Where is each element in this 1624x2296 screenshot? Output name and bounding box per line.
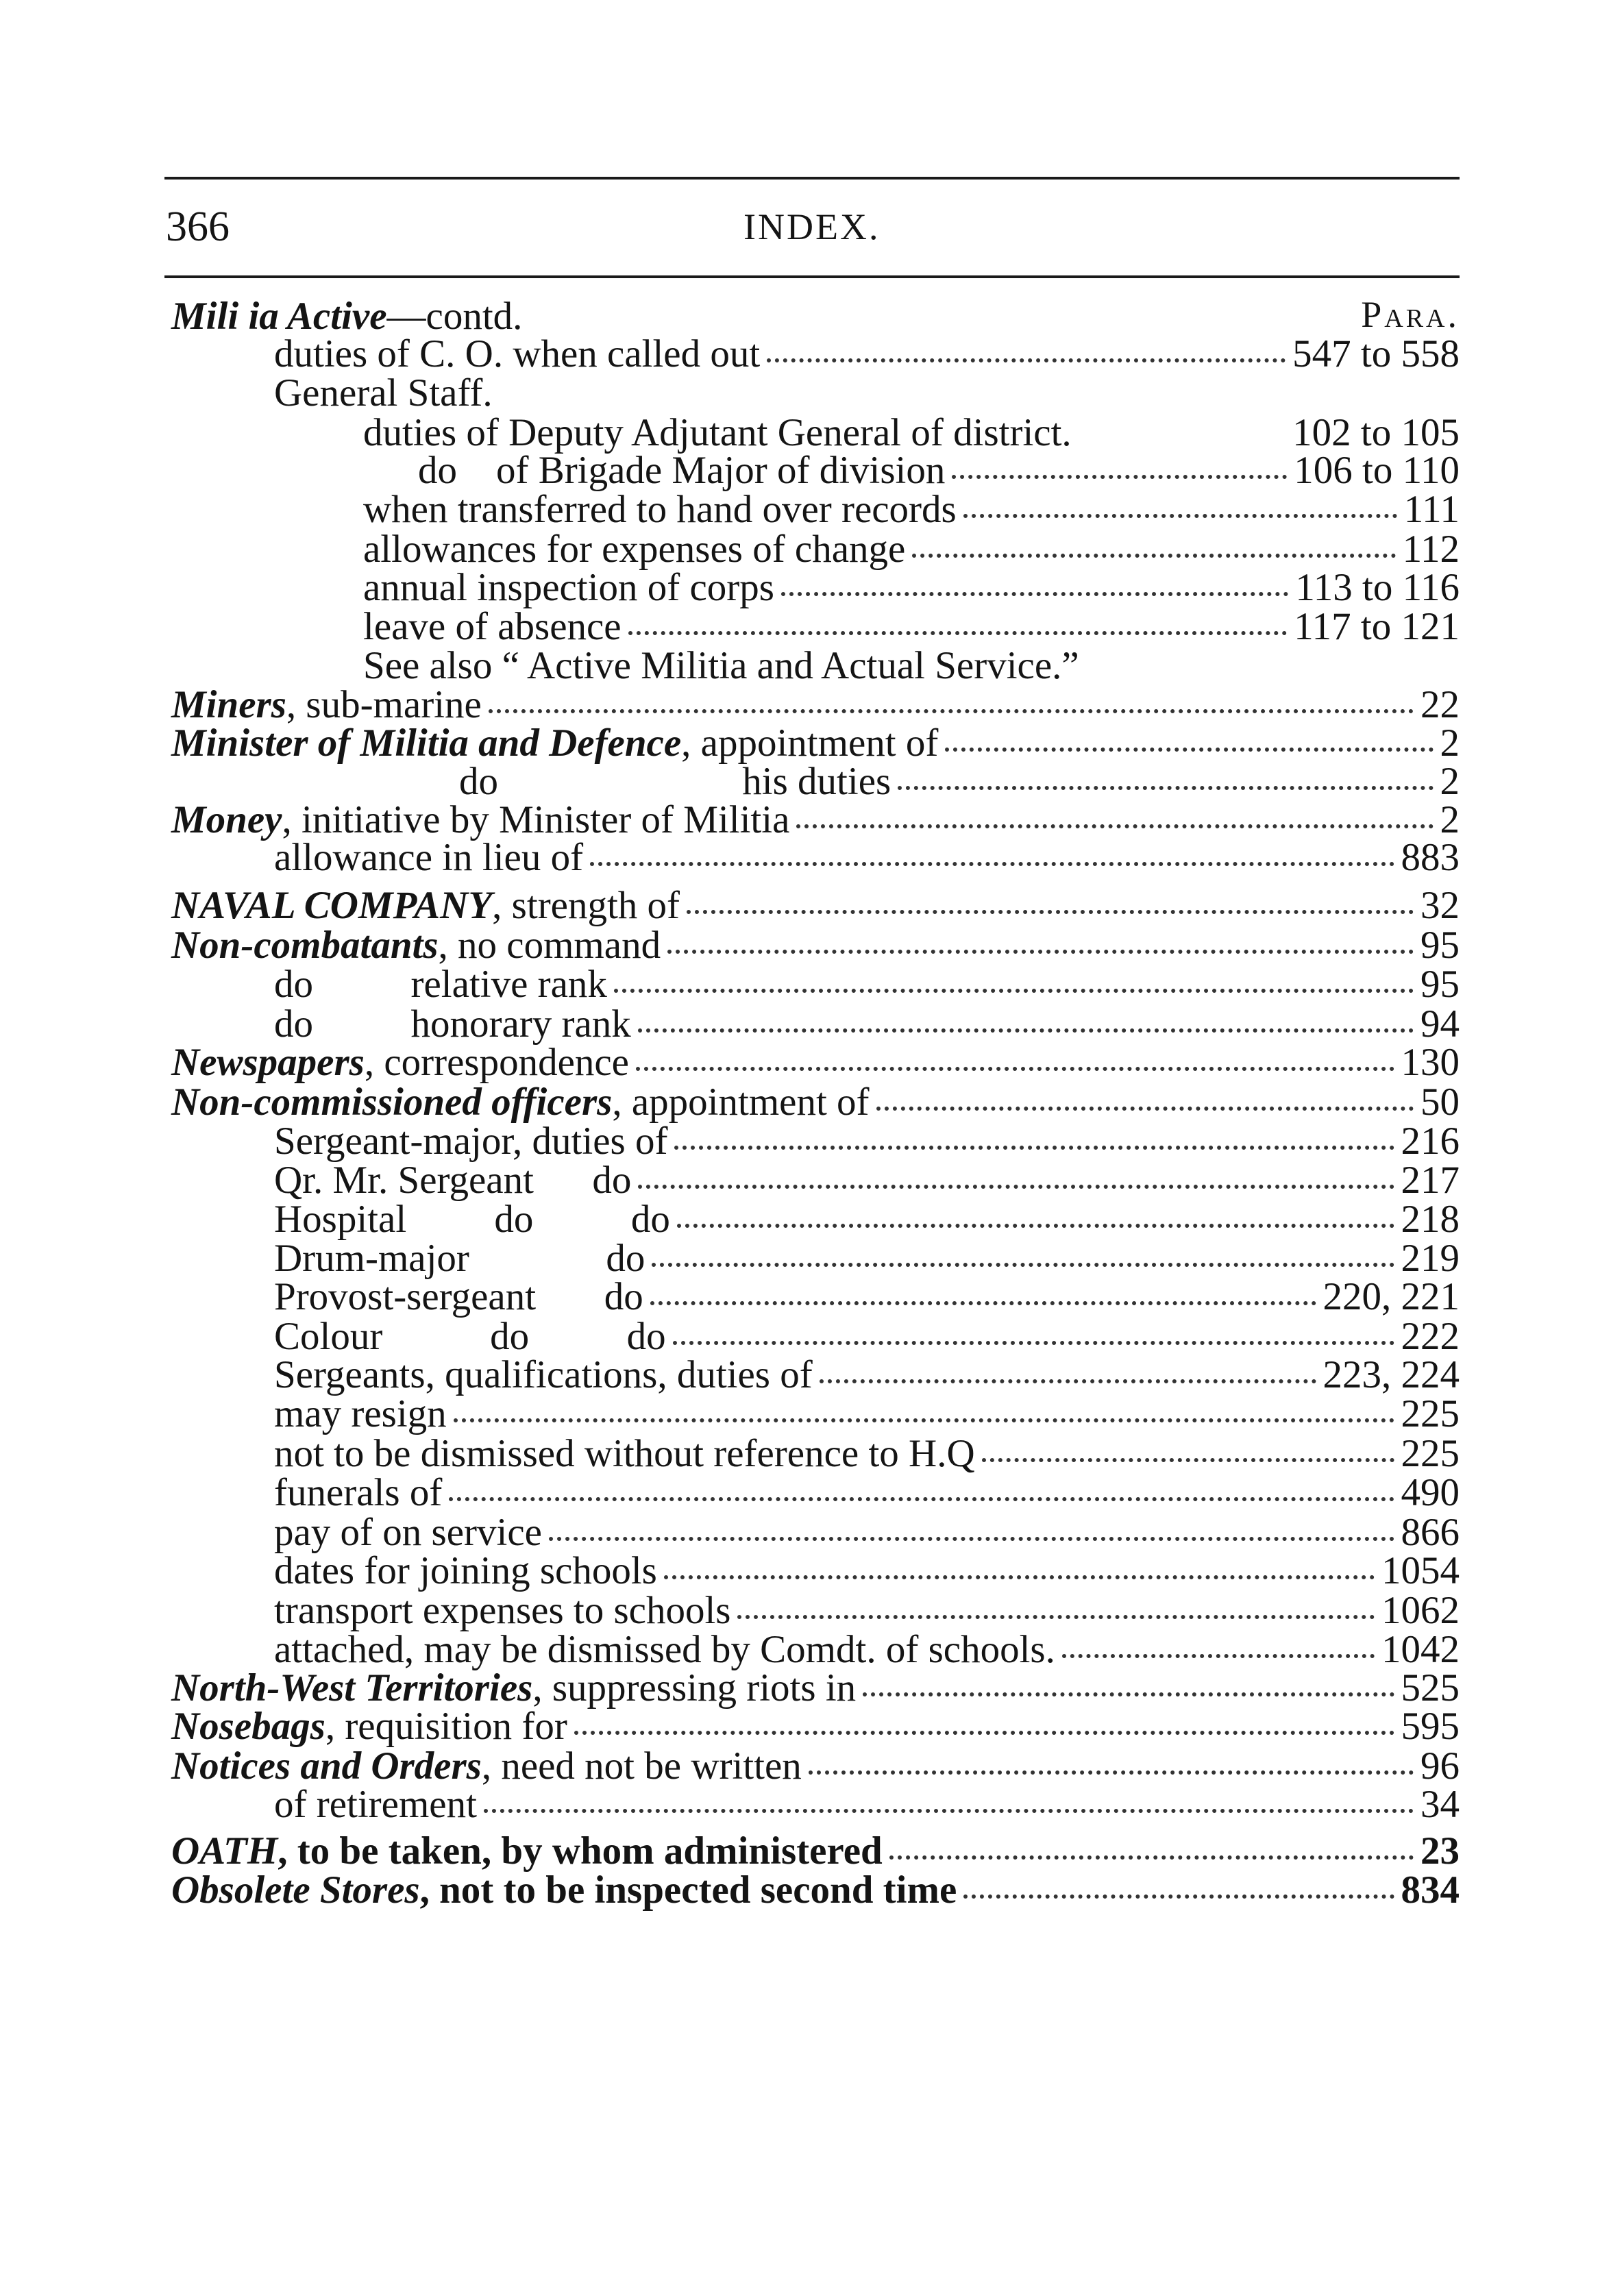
index-entry bbox=[171, 1275, 1460, 1319]
entry-text bbox=[274, 1275, 643, 1319]
dot-leader bbox=[687, 896, 1414, 914]
paragraph-reference: 525 bbox=[1401, 1666, 1460, 1709]
dot-leader bbox=[454, 1405, 1394, 1422]
paragraph-reference: 218 bbox=[1401, 1198, 1460, 1241]
dot-leader bbox=[863, 1679, 1394, 1696]
index-entry bbox=[171, 963, 1460, 1007]
entry-description: leave of absence bbox=[363, 605, 622, 648]
dot-leader bbox=[636, 1053, 1394, 1071]
dot-leader bbox=[667, 936, 1414, 954]
entry-text bbox=[171, 1829, 883, 1873]
index-entry bbox=[171, 1159, 1460, 1202]
entry-description: allowances for expenses of change bbox=[363, 528, 906, 571]
entry-heading-term: Newspapers bbox=[171, 1041, 365, 1084]
running-title: INDEX. bbox=[743, 206, 881, 247]
entry-text bbox=[274, 1315, 666, 1359]
dot-leader bbox=[952, 461, 1287, 479]
dot-leader bbox=[638, 1171, 1394, 1189]
entry-description: Sergeant-major, duties of bbox=[274, 1120, 668, 1163]
paragraph-reference: 112 bbox=[1402, 528, 1460, 571]
index-entry bbox=[171, 371, 1460, 415]
entry-description: , initiative by Minister of Militia bbox=[282, 798, 790, 841]
index-entry bbox=[171, 566, 1460, 610]
index-entry bbox=[171, 1237, 1460, 1281]
dot-leader bbox=[898, 772, 1433, 790]
paragraph-reference: 117 to 121 bbox=[1294, 605, 1460, 648]
entry-description: Sergeants, qualifications, duties of bbox=[274, 1353, 813, 1396]
entry-text bbox=[274, 1783, 477, 1827]
entry-description: , need not be written bbox=[481, 1744, 802, 1788]
entry-text bbox=[274, 1159, 631, 1202]
index-entry bbox=[171, 683, 1460, 727]
entry-text bbox=[363, 488, 957, 532]
dot-leader bbox=[767, 345, 1285, 362]
index-entry bbox=[171, 721, 1460, 765]
entry-description: Drum-major do bbox=[274, 1237, 645, 1280]
dot-leader bbox=[614, 975, 1414, 993]
entry-description: Provost-sergeant do bbox=[274, 1275, 643, 1318]
entry-text bbox=[171, 721, 938, 765]
entry-text bbox=[171, 1041, 629, 1085]
paragraph-reference: 111 bbox=[1403, 488, 1460, 531]
entry-heading-term: OATH bbox=[171, 1829, 278, 1873]
paragraph-reference: 95 bbox=[1420, 963, 1460, 1006]
paragraph-reference: 94 bbox=[1420, 1002, 1460, 1046]
index-entry bbox=[171, 760, 1460, 804]
entry-description: do his duties bbox=[459, 760, 891, 803]
paragraph-reference: 547 to 558 bbox=[1292, 332, 1460, 375]
dot-leader bbox=[489, 695, 1414, 713]
paragraph-reference: 1062 bbox=[1381, 1589, 1460, 1632]
paragraph-reference: 106 to 110 bbox=[1294, 449, 1460, 492]
entry-text bbox=[363, 644, 1079, 688]
entry-description: , to be taken, by whom administered bbox=[278, 1829, 883, 1873]
entry-description: , strength of bbox=[492, 884, 680, 927]
index-entry bbox=[171, 1783, 1460, 1827]
entry-text bbox=[274, 1002, 631, 1046]
entry-text bbox=[459, 760, 891, 804]
entry-description: transport expenses to schools bbox=[274, 1589, 731, 1632]
entry-heading-term: North-West Territories bbox=[171, 1666, 533, 1709]
paragraph-reference: 1054 bbox=[1381, 1549, 1460, 1592]
dot-leader bbox=[650, 1287, 1316, 1305]
index-entry bbox=[171, 1549, 1460, 1593]
index-entry bbox=[171, 1002, 1460, 1046]
index-entry bbox=[171, 1432, 1460, 1476]
dot-leader bbox=[484, 1795, 1414, 1813]
dot-leader bbox=[982, 1444, 1394, 1462]
header-rule bbox=[164, 275, 1460, 278]
index-entry bbox=[171, 1198, 1460, 1242]
entry-text bbox=[171, 683, 482, 727]
entry-text bbox=[171, 924, 661, 967]
index-entry bbox=[171, 1353, 1460, 1397]
paragraph-reference: 130 bbox=[1401, 1041, 1460, 1084]
entry-text bbox=[171, 1705, 567, 1749]
entry-text bbox=[274, 1120, 667, 1163]
entry-text bbox=[274, 1549, 657, 1593]
entry-description: do of Brigade Major of division bbox=[418, 449, 946, 492]
entry-heading-term: Obsolete Stores bbox=[171, 1868, 420, 1912]
entry-description: annual inspection of corps bbox=[363, 566, 774, 609]
dot-leader bbox=[638, 1015, 1414, 1033]
index-entry bbox=[171, 1081, 1460, 1124]
index-entry bbox=[171, 836, 1460, 880]
entry-text bbox=[171, 1868, 957, 1912]
index-entry bbox=[171, 449, 1460, 493]
paragraph-reference: 219 bbox=[1401, 1237, 1460, 1280]
entry-text bbox=[274, 1237, 645, 1281]
entry-description: See also “ Active Militia and Actual Service.” bbox=[363, 644, 1079, 687]
entry-description: pay of on service bbox=[274, 1511, 542, 1554]
dot-leader bbox=[737, 1601, 1375, 1619]
top-rule bbox=[164, 177, 1460, 180]
paragraph-reference: 220, 221 bbox=[1322, 1275, 1460, 1318]
entry-heading-term: Miners bbox=[171, 683, 286, 726]
dot-leader bbox=[963, 1881, 1394, 1899]
dot-leader bbox=[945, 734, 1433, 752]
entry-description: not to be dismissed without reference to H.Q bbox=[274, 1432, 975, 1475]
index-entry bbox=[171, 1829, 1460, 1873]
dot-leader bbox=[677, 1210, 1394, 1228]
entry-text bbox=[274, 1628, 1055, 1672]
entry-heading-term: Money bbox=[171, 798, 282, 841]
entry-description: , requisition for bbox=[325, 1705, 567, 1748]
page-number: 366 bbox=[166, 203, 230, 250]
entry-description: , appointment of bbox=[681, 721, 939, 765]
paragraph-reference: 23 bbox=[1420, 1829, 1460, 1873]
entry-description: when transferred to hand over records bbox=[363, 488, 957, 531]
dot-leader bbox=[809, 1757, 1414, 1775]
entry-text bbox=[171, 1744, 802, 1788]
entry-heading-term: Non-commissioned officers bbox=[171, 1081, 613, 1124]
dot-leader bbox=[912, 540, 1395, 558]
entry-text bbox=[274, 1511, 542, 1555]
paragraph-reference: 866 bbox=[1401, 1511, 1460, 1554]
entry-description: , correspondence bbox=[364, 1041, 629, 1084]
index-entry bbox=[171, 884, 1460, 928]
entry-description: allowance in lieu of bbox=[274, 836, 584, 879]
paragraph-reference: 32 bbox=[1420, 884, 1460, 927]
entry-text bbox=[274, 1353, 813, 1397]
index-entry bbox=[171, 1705, 1460, 1749]
entry-text bbox=[363, 605, 622, 649]
entry-description: do relative rank bbox=[274, 963, 607, 1006]
dot-leader bbox=[889, 1842, 1414, 1860]
entry-description: of retirement bbox=[274, 1783, 477, 1826]
dot-leader bbox=[963, 500, 1397, 518]
entry-heading-term: Minister of Militia and Defence bbox=[171, 721, 682, 765]
index-entry bbox=[171, 488, 1460, 532]
entry-description: , not to be inspected second time bbox=[419, 1868, 957, 1912]
entry-heading-term: Mili ia Active bbox=[171, 295, 387, 338]
dot-leader bbox=[674, 1132, 1394, 1150]
entry-text bbox=[363, 566, 774, 610]
entry-text bbox=[171, 1081, 870, 1124]
entry-description: , no command bbox=[438, 924, 661, 967]
paragraph-reference: 95 bbox=[1420, 924, 1460, 967]
paragraph-reference: 2 bbox=[1440, 760, 1460, 803]
paragraph-reference: 223, 224 bbox=[1322, 1353, 1460, 1396]
dot-leader bbox=[781, 578, 1288, 596]
dot-leader bbox=[449, 1483, 1394, 1501]
entry-description: , appointment of bbox=[612, 1081, 870, 1124]
index-entry bbox=[171, 1120, 1460, 1163]
entry-text bbox=[274, 1589, 730, 1633]
entry-heading-term: Non-combatants bbox=[171, 924, 439, 967]
paragraph-reference: 490 bbox=[1401, 1471, 1460, 1514]
entry-description: Hospital do do bbox=[274, 1198, 670, 1241]
index-entry bbox=[171, 1041, 1460, 1085]
entry-text bbox=[274, 963, 607, 1007]
paragraph-reference: 834 bbox=[1401, 1868, 1460, 1912]
entry-text bbox=[171, 884, 680, 928]
index-entry bbox=[171, 605, 1460, 649]
index-entry bbox=[171, 1589, 1460, 1633]
paragraph-reference: 50 bbox=[1420, 1081, 1460, 1124]
entry-text bbox=[274, 332, 760, 376]
paragraph-reference: 225 bbox=[1401, 1432, 1460, 1475]
entry-description: , suppressing riots in bbox=[532, 1666, 857, 1709]
index-entry bbox=[171, 332, 1460, 376]
dot-leader bbox=[652, 1249, 1394, 1267]
dot-leader bbox=[673, 1327, 1394, 1345]
paragraph-reference: 225 bbox=[1401, 1392, 1460, 1435]
paragraph-reference: 96 bbox=[1420, 1744, 1460, 1788]
index-entry bbox=[171, 1471, 1460, 1515]
entry-description: duties of Deputy Adjutant General of district. bbox=[363, 411, 1072, 454]
entry-text bbox=[274, 1392, 447, 1436]
paragraph-reference: 22 bbox=[1420, 683, 1460, 726]
paragraph-reference: 34 bbox=[1420, 1783, 1460, 1826]
entry-description: Qr. Mr. Sergeant do bbox=[274, 1159, 632, 1202]
entry-description: funerals of bbox=[274, 1471, 443, 1514]
entry-description: Colour do do bbox=[274, 1315, 666, 1358]
paragraph-reference: 1042 bbox=[1381, 1628, 1460, 1671]
paragraph-reference: 222 bbox=[1401, 1315, 1460, 1358]
entry-text bbox=[274, 1471, 442, 1515]
index-entry bbox=[171, 1392, 1460, 1436]
entry-description: General Staff. bbox=[274, 371, 493, 415]
entry-text bbox=[171, 1666, 856, 1710]
entry-description: attached, may be dismissed by Comdt. of schools. bbox=[274, 1628, 1055, 1671]
dot-leader bbox=[1062, 1640, 1375, 1658]
entry-text bbox=[274, 836, 583, 880]
index-entry bbox=[171, 924, 1460, 967]
paragraph-reference: 883 bbox=[1401, 836, 1460, 879]
entry-heading-term: Nosebags bbox=[171, 1705, 325, 1748]
dot-leader bbox=[549, 1523, 1394, 1541]
paragraph-reference: 595 bbox=[1401, 1705, 1460, 1748]
entry-description: , sub-marine bbox=[286, 683, 482, 726]
entry-text bbox=[274, 1432, 975, 1476]
entry-description: dates for joining schools bbox=[274, 1549, 657, 1592]
entry-description: may resign bbox=[274, 1392, 447, 1435]
paragraph-reference: 102 to 105 bbox=[1292, 411, 1460, 454]
paragraph-reference: 113 to 116 bbox=[1295, 566, 1460, 609]
entry-description: do honorary rank bbox=[274, 1002, 631, 1046]
index-entry bbox=[171, 1744, 1460, 1788]
entry-heading-term: NAVAL COMPANY bbox=[171, 884, 493, 927]
paragraph-reference: 2 bbox=[1440, 721, 1460, 765]
dot-leader bbox=[796, 811, 1433, 828]
index-entry bbox=[171, 1511, 1460, 1555]
index-entry bbox=[171, 1868, 1460, 1912]
entry-description: —contd. bbox=[386, 295, 523, 338]
paragraph-reference: 217 bbox=[1401, 1159, 1460, 1202]
index-entry bbox=[171, 644, 1460, 688]
index-entry bbox=[171, 1666, 1460, 1710]
index-entry bbox=[171, 1315, 1460, 1359]
entry-text bbox=[274, 1198, 670, 1242]
dot-leader bbox=[664, 1561, 1375, 1579]
dot-leader bbox=[574, 1717, 1394, 1735]
entry-description: duties of C. O. when called out bbox=[274, 332, 761, 375]
entry-text bbox=[274, 371, 493, 415]
dot-leader bbox=[590, 848, 1394, 866]
entry-heading-term: Notices and Orders bbox=[171, 1744, 482, 1788]
dot-leader bbox=[820, 1366, 1316, 1383]
para-column-label: Para. bbox=[1361, 294, 1460, 335]
paragraph-reference: 216 bbox=[1401, 1120, 1460, 1163]
entry-text bbox=[418, 449, 945, 493]
dot-leader bbox=[628, 617, 1288, 635]
index-entry bbox=[171, 1628, 1460, 1672]
entry-text bbox=[363, 528, 905, 571]
index-entry bbox=[171, 528, 1460, 571]
dot-leader bbox=[876, 1093, 1414, 1111]
paragraph-reference: 2 bbox=[1440, 798, 1460, 841]
